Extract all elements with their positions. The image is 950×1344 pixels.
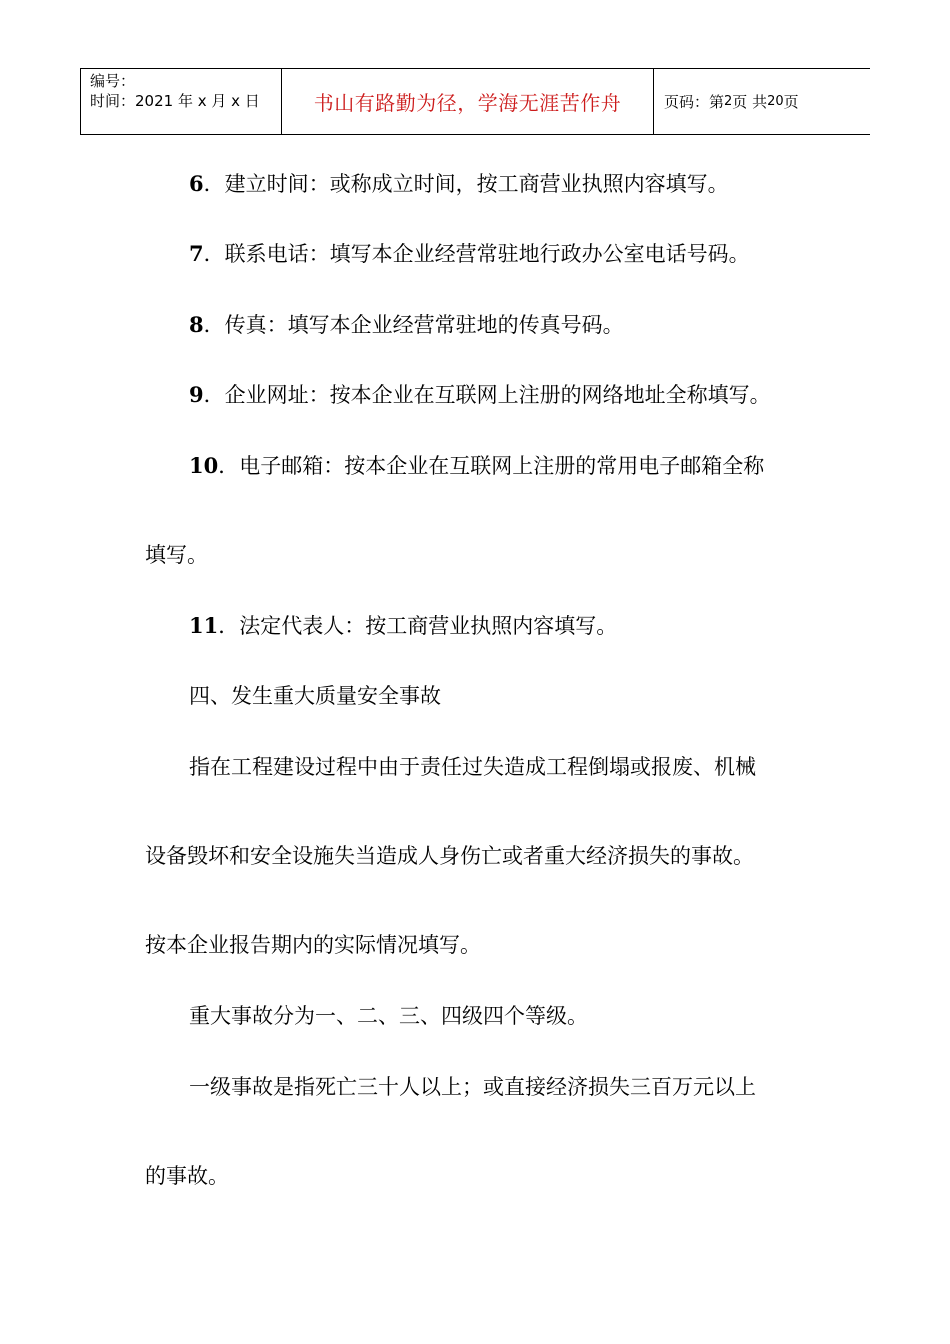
item-text: 建立时间：或称成立时间，按工商营业执照内容填写。 (224, 172, 729, 196)
item-separator: ． (218, 454, 240, 478)
document-number-label: 编号： (90, 72, 136, 90)
item-separator: ． (203, 383, 225, 407)
item-text: 联系电话：填写本企业经营常驻地行政办公室电话号码。 (224, 242, 750, 266)
page-prefix: 页码：第 (664, 93, 725, 111)
list-item (0, 170, 950, 198)
item-separator: ． (203, 313, 225, 337)
item-text: 传真：填写本企业经营常驻地的传真号码。 (224, 313, 624, 337)
paragraph-line: 一级事故是指死亡三十人以上；或直接经济损失三百万元以上 (189, 1075, 756, 1099)
section-heading: 四、发生重大质量安全事故 (189, 684, 441, 708)
list-item (0, 612, 950, 640)
item-number: 11 (189, 613, 219, 638)
item-separator: ． (218, 614, 240, 638)
paragraph-line: 指在工程建设过程中由于责任过失造成工程倒塌或报废、机械 (189, 755, 756, 779)
list-item (0, 381, 950, 409)
page-header-table (80, 68, 870, 135)
item-text: 企业网址：按本企业在互联网上注册的网络地址全称填写。 (224, 383, 771, 407)
item-number: 9 (189, 382, 204, 407)
item-number: 7 (189, 241, 204, 266)
list-item (0, 240, 950, 268)
list-item (0, 452, 950, 480)
item-text: 法定代表人：按工商营业执照内容填写。 (239, 614, 618, 638)
page-indicator (654, 69, 871, 134)
item-number: 10 (189, 453, 219, 478)
item-number: 6 (189, 171, 204, 196)
header-meta-cell (81, 69, 282, 134)
page-total: 20 (767, 94, 784, 109)
item-number: 8 (189, 312, 204, 337)
item-continuation: 填写。 (145, 543, 208, 567)
paragraph-line: 按本企业报告期内的实际情况填写。 (145, 933, 481, 957)
page-suffix: 页 (783, 93, 799, 111)
header-motto: 书山有路勤为径，学海无涯苦作舟 (282, 69, 654, 134)
item-separator: ． (203, 172, 225, 196)
paragraph-line: 重大事故分为一、二、三、四级四个等级。 (189, 1004, 588, 1028)
paragraph-line: 的事故。 (145, 1164, 229, 1188)
item-separator: ． (203, 242, 225, 266)
paragraph-line: 设备毁坏和安全设施失当造成人身伤亡或者重大经济损失的事故。 (145, 844, 754, 868)
list-item (0, 311, 950, 339)
document-date: 时间：2021 年 x 月 x 日 (90, 92, 260, 110)
page-middle: 页 共 (732, 93, 768, 111)
item-text: 电子邮箱：按本企业在互联网上注册的常用电子邮箱全称 (239, 454, 765, 478)
page-current: 2 (724, 94, 733, 109)
